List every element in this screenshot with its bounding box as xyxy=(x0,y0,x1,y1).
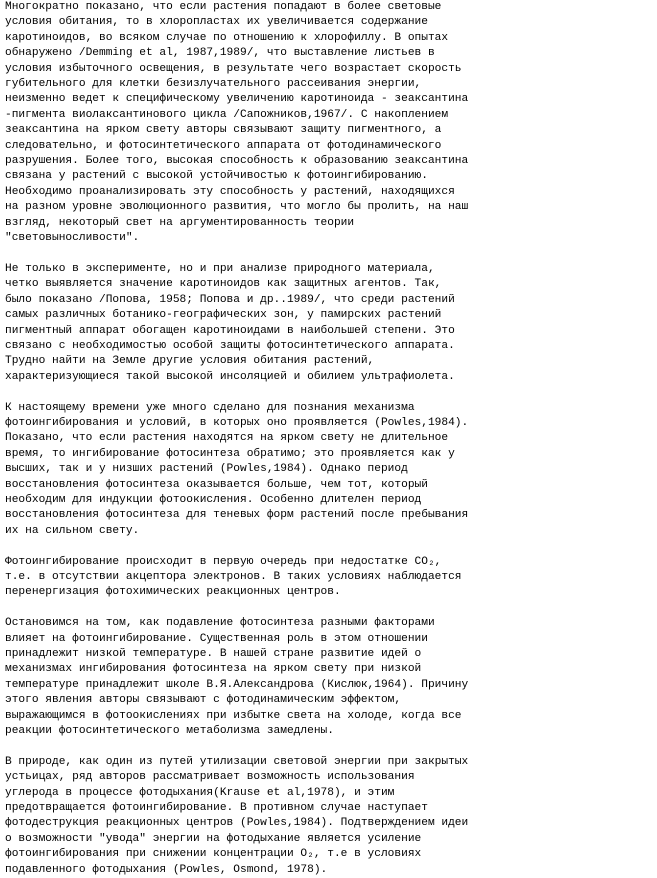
text-line: Остановимся на том, как подавление фотосинтеза разными факторами xyxy=(5,617,435,630)
text-line: характеризующиеся такой высокой инсоляцией и обилием ультрафиолета. xyxy=(5,370,455,383)
text-line: температуре принадлежит школе В.Я.Александрова (Кислюк,1964). Причину xyxy=(5,678,469,691)
text-line: -пигмента виолаксантинового цикла /Сапожников,1967/. С накоплением xyxy=(5,108,449,121)
text-line: их на сильном свету. xyxy=(5,524,140,537)
paragraph-gap xyxy=(5,601,657,616)
text-line: связано с необходимостью особой защиты фотосинтетического аппарата. xyxy=(5,339,455,352)
text-line: подавленного фотодыхания (Powles, Osmond, 1978). xyxy=(5,863,328,876)
text-line: восстановления фотосинтеза оказывается больше, чем тот, который xyxy=(5,478,428,491)
paragraph-gap xyxy=(5,739,657,754)
text-line: Необходимо проанализировать эту способность у растений, находящихся xyxy=(5,185,455,198)
paragraph-gap xyxy=(5,539,657,554)
text-line: т.е. в отсутствии акцептора электронов. В таких условиях наблюдается xyxy=(5,570,462,583)
document-body xyxy=(5,0,657,878)
text-line: фотоингибирования и условий, в которых оно проявляется (Powles,1984). xyxy=(5,416,469,429)
text-line: самых различных ботанико-географических зон, у памирских растений xyxy=(5,309,442,322)
text-line: пигментный аппарат обогащен каротиноидами в наибольшей степени. Это xyxy=(5,324,455,337)
text-line: принадлежит низкой температуре. В нашей стране развитие идей о xyxy=(5,648,422,660)
text-line: Многократно показано, что если растения попадают в более световые xyxy=(5,1,442,13)
text-line: каротиноидов, во всяком случае по отношению к хлорофиллу. В опытах xyxy=(5,31,449,44)
text-line: Показано, что если растения находятся на ярком свету не длительное xyxy=(5,432,449,445)
text-line: четко выявляется значение каротиноидов как защитных агентов. Так, xyxy=(5,278,442,291)
text-line: обнаружено /Demming et al, 1987,1989/, что выставление листьев в xyxy=(5,47,435,60)
text-line: фотодеструкция реакционных центров (Powles,1984). Подтверждением идеи xyxy=(5,817,469,830)
text-line: губительного для клетки безизлучательного рассеивания энергии, xyxy=(5,78,422,91)
text-line: влияет на фотоингибирование. Существенная роль в этом отношении xyxy=(5,632,428,645)
text-line: предотвращается фотоингибирование. В противном случае наступает xyxy=(5,802,428,815)
text-line: углерода в процессе фотодыхания(Krause et al,1978), и этим xyxy=(5,786,395,799)
text-line: Трудно найти на Земле другие условия обитания растений, xyxy=(5,355,375,368)
text-line: неизменно ведет к специфическому увеличению каротиноида - зеаксантина xyxy=(5,93,469,106)
text-line: связана у растений с высокой устойчивостью к фотоингибированию. xyxy=(5,170,428,183)
text-line: условия избыточного освещения, в результате чего возрастает скорость xyxy=(5,62,462,75)
text-line: условия обитания, то в хлоропластах их увеличивается содержание xyxy=(5,16,428,29)
text-line: этого явления авторы связывают с фотодинамическим эффектом, xyxy=(5,694,402,707)
paragraph xyxy=(5,401,657,540)
text-line: было показано /Попова, 1958; Попова и др..1989/, что среди растений xyxy=(5,293,455,306)
paragraph-gap xyxy=(5,247,657,262)
text-line: разрушения. Более того, высокая способность к образованию зеаксантина xyxy=(5,155,469,168)
text-line: на разном уровне эволюционного развития, что могло бы пролить, на наш xyxy=(5,201,469,214)
text-line: зеаксантина на ярком свету авторы связывают защиту пигментного, а xyxy=(5,124,442,137)
paragraph xyxy=(5,555,657,601)
text-line: взгляд, некоторый свет на аргументированность теории xyxy=(5,216,355,229)
text-line: Фотоингибирование происходит в первую очередь при недостатке CO₂, xyxy=(5,555,442,568)
text-line: Не только в эксперименте, но и при анализе природного материала, xyxy=(5,262,435,275)
paragraph-gap xyxy=(5,385,657,400)
text-line: восстановления фотосинтеза для теневых форм растений после пребывания xyxy=(5,509,469,522)
paragraph xyxy=(5,755,657,878)
text-line: высших, так и у низших растений (Powles,1984). Однако период xyxy=(5,463,408,476)
text-line: необходим для индукции фотоокисления. Особенно длителен период xyxy=(5,493,422,506)
text-line: устьицах, ряд авторов рассматривает возможность использования xyxy=(5,771,415,784)
text-line: выражающимся в фотоокислениях при избытке света на холоде, когда все xyxy=(5,709,462,722)
text-line: следовательно, и фотосинтетического аппарата от фотодинамического xyxy=(5,139,442,152)
paragraph xyxy=(5,0,657,247)
paragraph xyxy=(5,262,657,385)
text-line: механизмах ингибирования фотосинтеза на ярком свету при низкой xyxy=(5,663,422,676)
text-line: "световыносливости". xyxy=(5,232,140,245)
text-line: фотоингибирования при снижении концентрации O₂, т.е в условиях xyxy=(5,848,422,861)
text-line: время, то ингибирование фотосинтеза обратимо; это проявляется как у xyxy=(5,447,455,460)
text-line: В природе, как один из путей утилизации световой энергии при закрытых xyxy=(5,755,469,768)
paragraph xyxy=(5,616,657,739)
text-line: К настоящему времени уже много сделано для познания механизма xyxy=(5,401,415,414)
text-line: реакции фотосинтетического метаболизма замедлены. xyxy=(5,725,334,738)
text-line: перенергизация фотохимических реакционных центров. xyxy=(5,586,341,599)
text-line: о возможности "увода" энергии на фотодыхание является усиление xyxy=(5,832,422,845)
